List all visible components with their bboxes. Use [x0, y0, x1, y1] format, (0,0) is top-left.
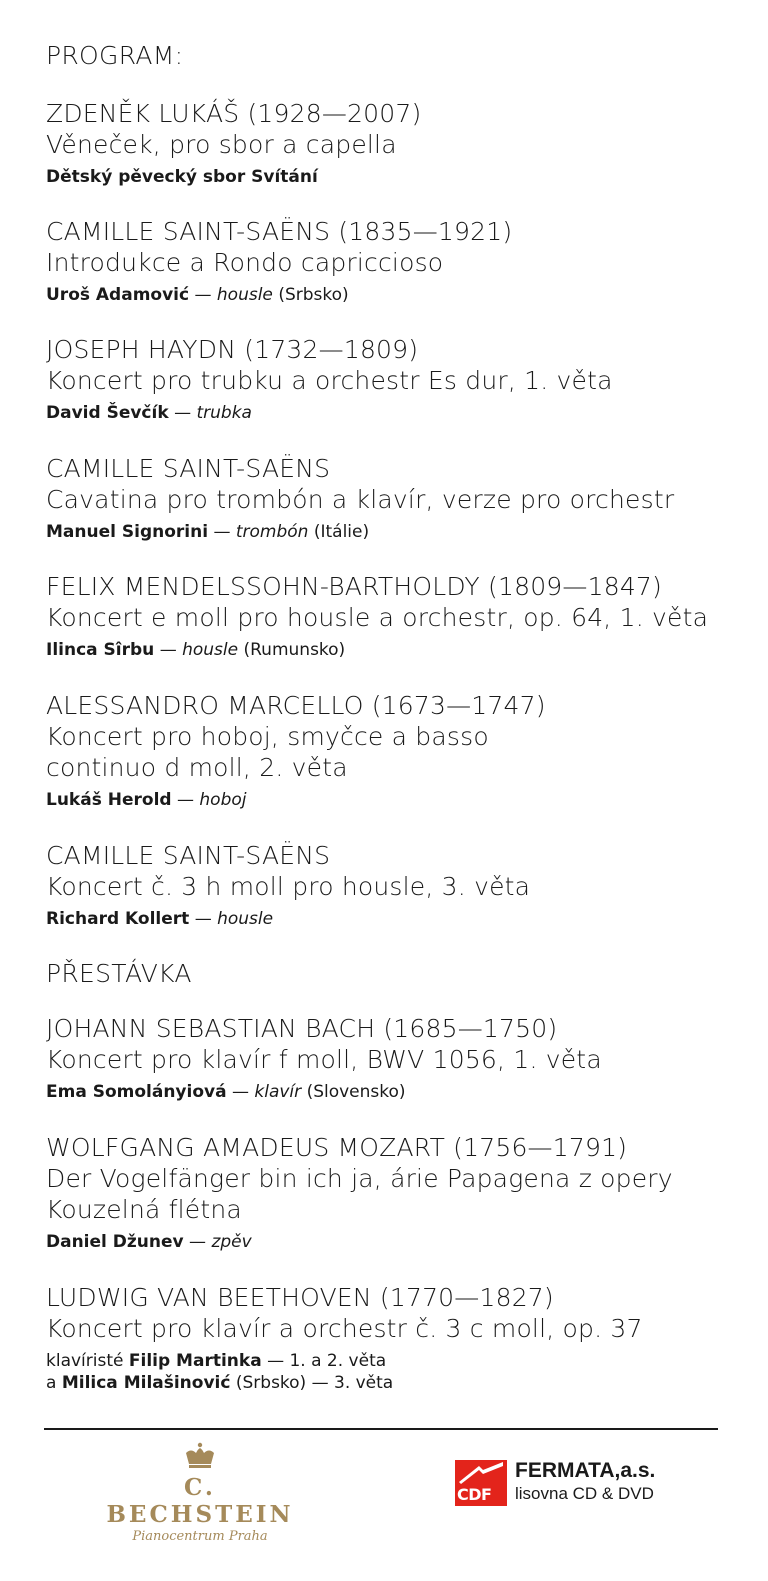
performer-name: Milica Milašinović — [61, 1373, 231, 1393]
performer-prefix: a — [46, 1373, 57, 1393]
fermata-subtitle: lisovna CD & DVD — [515, 1484, 654, 1503]
cdf-text: CDF — [457, 1485, 492, 1504]
instrument: klavír — [254, 1082, 302, 1102]
performer-line — [46, 1230, 726, 1254]
dash: — — [231, 1082, 249, 1102]
performer-name: David Ševčík — [46, 403, 169, 423]
work-title: Koncert pro klavír a orchestr č. 3 c moll, op. 37 — [46, 1314, 643, 1343]
composer: JOHANN SEBASTIAN BACH (1685—1750) — [46, 1014, 558, 1043]
instrument: trombón — [235, 522, 309, 542]
movement-note: (Srbsko) — 3. věta — [235, 1373, 394, 1393]
composer: CAMILLE SAINT-SAËNS — [46, 841, 331, 870]
instrument: housle — [182, 640, 239, 660]
bechstein-name: C. BECHSTEIN — [106, 1474, 294, 1528]
program-item — [46, 334, 726, 425]
performer-name: Filip Martinka — [128, 1351, 262, 1371]
program-item — [46, 1132, 726, 1254]
performer-line — [46, 283, 726, 307]
instrument: housle — [216, 285, 273, 305]
program-item — [46, 453, 726, 544]
instrument: zpěv — [211, 1232, 252, 1252]
instrument: housle — [217, 909, 274, 929]
instrument: trubka — [196, 403, 252, 423]
work-title: Koncert pro trubku a orchestr Es dur, 1. věta — [46, 366, 613, 395]
fermata-logo — [455, 1460, 695, 1510]
program-item — [46, 216, 726, 307]
bechstein-logo — [95, 1442, 305, 1544]
performer-line — [46, 1372, 726, 1394]
performer-name: Daniel Džunev — [46, 1232, 184, 1252]
dash: — — [159, 640, 177, 660]
program-item — [46, 840, 726, 931]
dash: — — [194, 285, 212, 305]
bechstein-subtitle: Pianocentrum Praha — [132, 1529, 268, 1544]
program-item — [46, 1282, 726, 1394]
dash: — — [213, 522, 231, 542]
work-title: Koncert pro hoboj, smyčce a basso — [46, 722, 489, 751]
fermata-name: FERMATA,a.s. — [515, 1459, 656, 1482]
country: (Slovensko) — [306, 1082, 406, 1102]
instrument: hoboj — [199, 790, 247, 810]
country: (Itálie) — [313, 522, 370, 542]
performer-line — [46, 165, 726, 189]
country: (Rumunsko) — [243, 640, 346, 660]
composer: CAMILLE SAINT-SAËNS — [46, 454, 331, 483]
work-title: Cavatina pro trombón a klavír, verze pro orchestr — [46, 485, 675, 514]
performer-name: Uroš Adamović — [46, 285, 190, 305]
performer-name: Ema Somolányiová — [46, 1082, 227, 1102]
dash: — — [174, 403, 192, 423]
performer-line — [46, 638, 726, 662]
crown-icon — [182, 1442, 218, 1472]
work-title: Introdukce a Rondo capriccioso — [46, 248, 444, 277]
work-title-line2: Kouzelná flétna — [46, 1195, 242, 1224]
dash: — — [189, 1232, 207, 1252]
performer-name: Ilinca Sîrbu — [46, 640, 155, 660]
program-item — [46, 571, 726, 662]
performer-line — [46, 401, 726, 425]
composer: CAMILLE SAINT-SAËNS (1835—1921) — [46, 217, 513, 246]
performer-name: Richard Kollert — [46, 909, 190, 929]
program-heading: PROGRAM: — [46, 41, 184, 70]
composer: FELIX MENDELSSOHN-BARTHOLDY (1809—1847) — [46, 572, 662, 601]
work-title: Der Vogelfänger bin ich ja, árie Papagena z opery — [46, 1164, 673, 1193]
performer-line — [46, 1350, 726, 1372]
program-page — [46, 40, 726, 1393]
dash: — — [176, 790, 194, 810]
composer: LUDWIG VAN BEETHOVEN (1770—1827) — [46, 1283, 554, 1312]
composer: WOLFGANG AMADEUS MOZART (1756—1791) — [46, 1133, 628, 1162]
performer-name: Manuel Signorini — [46, 522, 209, 542]
performer-name: Dětský pěvecký sbor Svítání — [46, 167, 318, 187]
work-title: Věneček, pro sbor a capella — [46, 130, 397, 159]
cdf-logo-icon — [455, 1460, 507, 1506]
work-title-line2: continuo d moll, 2. věta — [46, 753, 348, 782]
program-item — [46, 1013, 726, 1104]
performer-name: Lukáš Herold — [46, 790, 172, 810]
performer-line — [46, 788, 726, 812]
performer-line — [46, 907, 726, 931]
performer-prefix: klavíristé — [46, 1351, 124, 1371]
composer: ALESSANDRO MARCELLO (1673—1747) — [46, 691, 546, 720]
intermission-heading: PŘESTÁVKA — [46, 959, 192, 988]
program-item — [46, 98, 726, 189]
program-item — [46, 690, 726, 812]
movement-note: — 1. a 2. věta — [267, 1351, 387, 1371]
work-title: Koncert č. 3 h moll pro housle, 3. věta — [46, 872, 531, 901]
composer: ZDENĚK LUKÁŠ (1928—2007) — [46, 99, 422, 128]
country: (Srbsko) — [278, 285, 349, 305]
divider — [44, 1428, 718, 1430]
performer-line — [46, 1080, 726, 1104]
work-title: Koncert pro klavír f moll, BWV 1056, 1. věta — [46, 1045, 602, 1074]
work-title: Koncert e moll pro housle a orchestr, op. 64, 1. věta — [46, 603, 709, 632]
composer: JOSEPH HAYDN (1732—1809) — [46, 335, 419, 364]
performer-line — [46, 520, 726, 544]
dash: — — [194, 909, 212, 929]
